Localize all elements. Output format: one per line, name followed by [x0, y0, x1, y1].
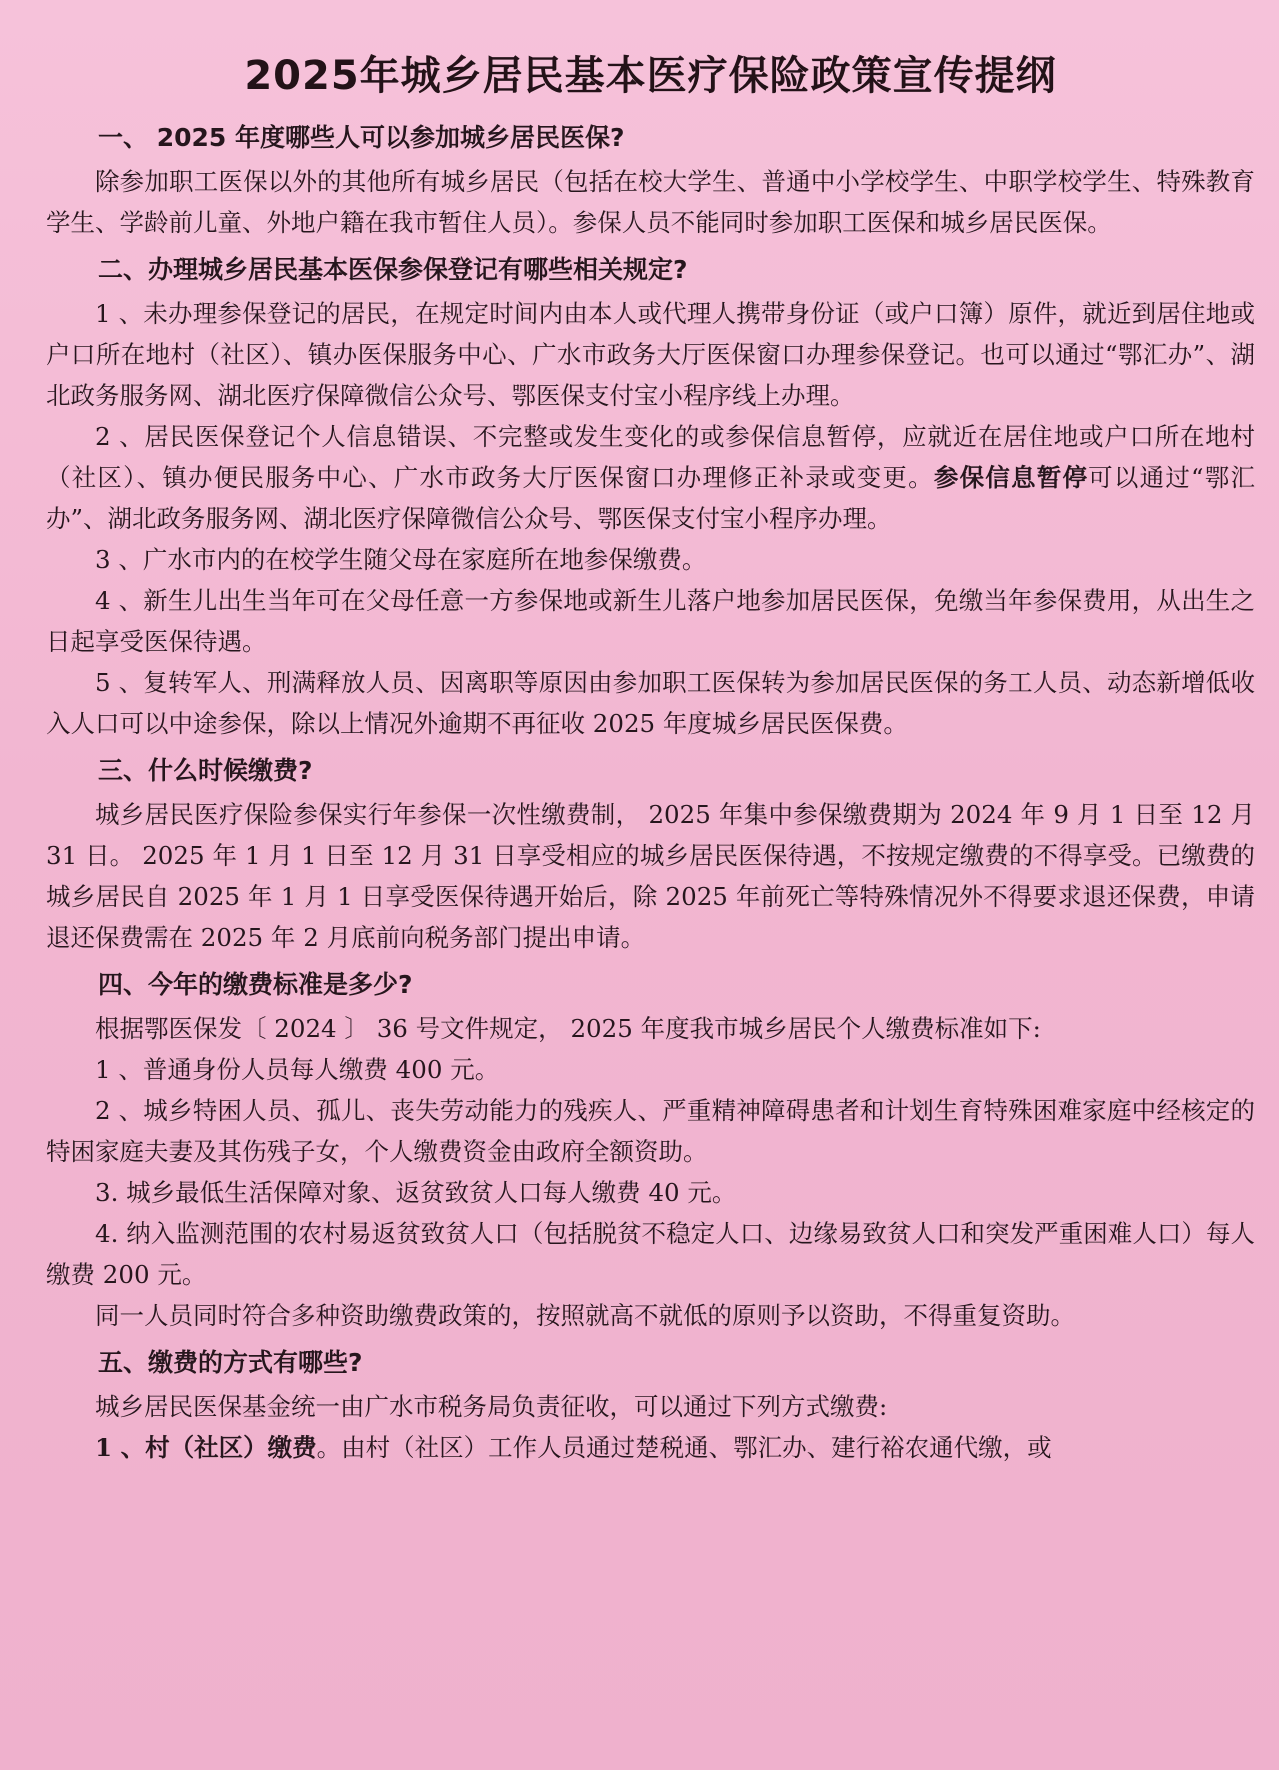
section-4-item-2: 2 、城乡特困人员、孤儿、丧失劳动能力的残疾人、严重精神障碍患者和计划生育特殊困难家庭中经核定的特困家庭夫妻及其伤残子女，个人缴费资金由政府全额资助。	[46, 1096, 1255, 1166]
section-4-heading: 四、今年的缴费标准是多少?	[98, 970, 413, 999]
section-5-item-1	[46, 1427, 1255, 1468]
section-3-paragraph: 城乡居民医疗保险参保实行年参保一次性缴费制， 2025 年集中参保缴费期为 2024 年 9 月 1 日至 12 月 31 日。 2025 年 1 月 1 日至 12 月 31 日享受相应的城乡居民医保待遇，不按规定缴费的不得享受。已缴费的城乡居民自 2025 年 1 月 1 日享受医保待遇开始后，除 2025 年前死亡等特殊情况外不得要求退还保费，申请退还保费需在 2025 年 2 月底前向税务部门提出申请。	[46, 800, 1255, 952]
section-5-item-1-tail: 。由村（社区）工作人员通过楚税通、鄂汇办、建行裕农通代缴，或	[316, 1433, 1052, 1462]
section-2-item-2-emphasis: 参保信息暂停	[933, 463, 1089, 492]
section-1-paragraph: 除参加职工医保以外的其他所有城乡居民（包括在校大学生、普通中小学校学生、中职学校学生、特殊教育学生、学龄前儿童、外地户籍在我市暂住人员）。参保人员不能同时参加职工医保和城乡居民医保。	[46, 167, 1255, 237]
section-2-item-2-text: 2 、居民医保登记个人信息错误、不完整或发生变化的或参保信息暂停，应就近在居住地或户口所在地村（社区）、镇办便民服务中心、广水市政务大厅医保窗口办理修正补录或变更。	[46, 422, 1255, 492]
section-2-item-2	[46, 416, 1255, 539]
section-4-item-3: 3. 城乡最低生活保障对象、返贫致贫人口每人缴费 40 元。	[95, 1178, 737, 1207]
section-4-item-4: 4. 纳入监测范围的农村易返贫致贫人口（包括脱贫不稳定人口、边缘易致贫人口和突发严重困难人口）每人缴费 200 元。	[46, 1219, 1255, 1289]
section-2-item-4: 4 、新生儿出生当年可在父母任意一方参保地或新生儿落户地参加居民医保，免缴当年参保费用，从出生之日起享受医保待遇。	[46, 586, 1255, 656]
section-2-heading: 二、办理城乡居民基本医保参保登记有哪些相关规定?	[98, 255, 688, 284]
section-3-heading: 三、什么时候缴费?	[98, 756, 313, 785]
section-5-heading: 五、缴费的方式有哪些?	[98, 1348, 363, 1377]
section-2-item-2-tail: 可以通过“鄂汇办”、湖北政务服务网、湖北医疗保障微信公众号、鄂医保支付宝小程序办理。	[46, 463, 1256, 533]
section-2-item-3: 3 、广水市内的在校学生随父母在家庭所在地参保缴费。	[95, 545, 707, 574]
section-1-heading: 一、 2025 年度哪些人可以参加城乡居民医保?	[98, 123, 625, 152]
section-5-item-1-emphasis: 1 、村（社区）缴费	[95, 1433, 317, 1462]
section-4-intro: 根据鄂医保发〔 2024 〕 36 号文件规定， 2025 年度我市城乡居民个人缴费标准如下:	[95, 1014, 1041, 1043]
section-5-intro: 城乡居民医保基金统一由广水市税务局负责征收，可以通过下列方式缴费:	[95, 1392, 888, 1421]
document-title: 2025年城乡居民基本医疗保险政策宣传提纲	[244, 53, 1057, 99]
section-4-note: 同一人员同时符合多种资助缴费政策的，按照就高不就低的原则予以资助，不得重复资助。	[95, 1301, 1075, 1330]
section-2-item-5: 5 、复转军人、刑满释放人员、因离职等原因由参加职工医保转为参加居民医保的务工人员、动态新增低收入人口可以中途参保，除以上情况外逾期不再征收 2025 年度城乡居民医保费。	[46, 668, 1255, 738]
section-4-item-1: 1 、普通身份人员每人缴费 400 元。	[95, 1055, 500, 1084]
section-2-item-1: 1 、未办理参保登记的居民，在规定时间内由本人或代理人携带身份证（或户口簿）原件，就近到居住地或户口所在地村（社区）、镇办医保服务中心、广水市政务大厅医保窗口办理参保登记。也可以通过“鄂汇办”、湖北政务服务网、湖北医疗保障微信公众号、鄂医保支付宝小程序线上办理。	[46, 299, 1255, 410]
